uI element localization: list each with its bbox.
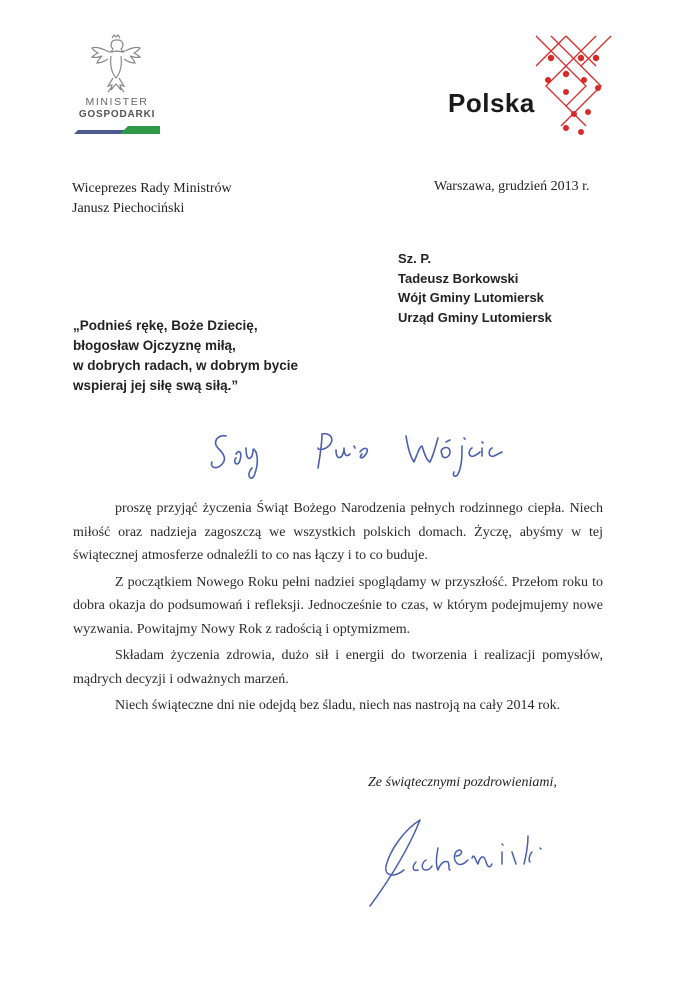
closing-line: Ze świątecznymi pozdrowieniami, <box>368 775 557 790</box>
sender-name: Janusz Piechociński <box>72 201 185 216</box>
quote-line: wspieraj jej siłę swą siłą.” <box>73 378 239 393</box>
ministry-name-line2: GOSPODARKI <box>78 109 156 120</box>
ministry-logo <box>72 34 162 146</box>
polska-logo <box>448 28 628 148</box>
eagle-emblem-icon <box>88 34 144 96</box>
quote-line: błogosław Ojczyznę miłą, <box>73 338 236 353</box>
sender-block <box>72 179 232 219</box>
sender-title: Wiceprezes Rady Ministrów <box>72 181 232 196</box>
handwritten-salutation <box>210 428 520 480</box>
polska-logo-text: Polska <box>448 88 535 118</box>
addressee-block <box>398 249 552 327</box>
body-paragraph: Niech świąteczne dni nie odejdą bez śladu, niech nas nastroją na cały 2014 rok. <box>115 698 561 713</box>
carol-quote <box>73 316 298 396</box>
quote-line: w dobrych radach, w dobrym bycie <box>73 358 299 373</box>
addressee-title: Wójt Gminy Lutomiersk <box>398 290 544 305</box>
ministry-color-bars <box>74 124 160 136</box>
handwritten-signature <box>360 808 610 918</box>
body-paragraph: proszę przyjąć życzenia Świąt Bożego Narodzenia pełnych rodzinnego ciepła. Niech miłość oraz nadzieja zagoszczą we wszystkich polskich domach. Życzę, abyśmy w tej świątecznej atmosferze odnaleźli to co nas łączy i to co buduje. <box>73 501 603 563</box>
addressee-salutation: Sz. P. <box>398 251 432 266</box>
addressee-office: Urząd Gminy Lutomiersk <box>398 309 552 325</box>
letter-date: Warszawa, grudzień 2013 r. <box>434 179 590 194</box>
body-paragraph: Z początkiem Nowego Roku pełni nadziei spoglądamy w przyszłość. Przełom roku to dobra okazja do podsumowań i refleksji. Jednocześnie to czas, w którym podejmujemy nowe wyzwania. Powitajmy Nowy Rok z radością i optymizmem. <box>73 574 603 637</box>
addressee-name: Tadeusz Borkowski <box>398 270 519 286</box>
polska-folk-pattern-icon <box>526 28 616 138</box>
quote-line: „Podnieś rękę, Boże Dziecię, <box>73 318 258 333</box>
letter-body <box>73 497 603 721</box>
body-paragraph: Składam życzenia zdrowia, dużo sił i energii do tworzenia i realizacji pomysłów, mądrych decyzji i odważnych marzeń. <box>73 648 603 687</box>
ministry-name-line1: MINISTER <box>85 96 149 108</box>
